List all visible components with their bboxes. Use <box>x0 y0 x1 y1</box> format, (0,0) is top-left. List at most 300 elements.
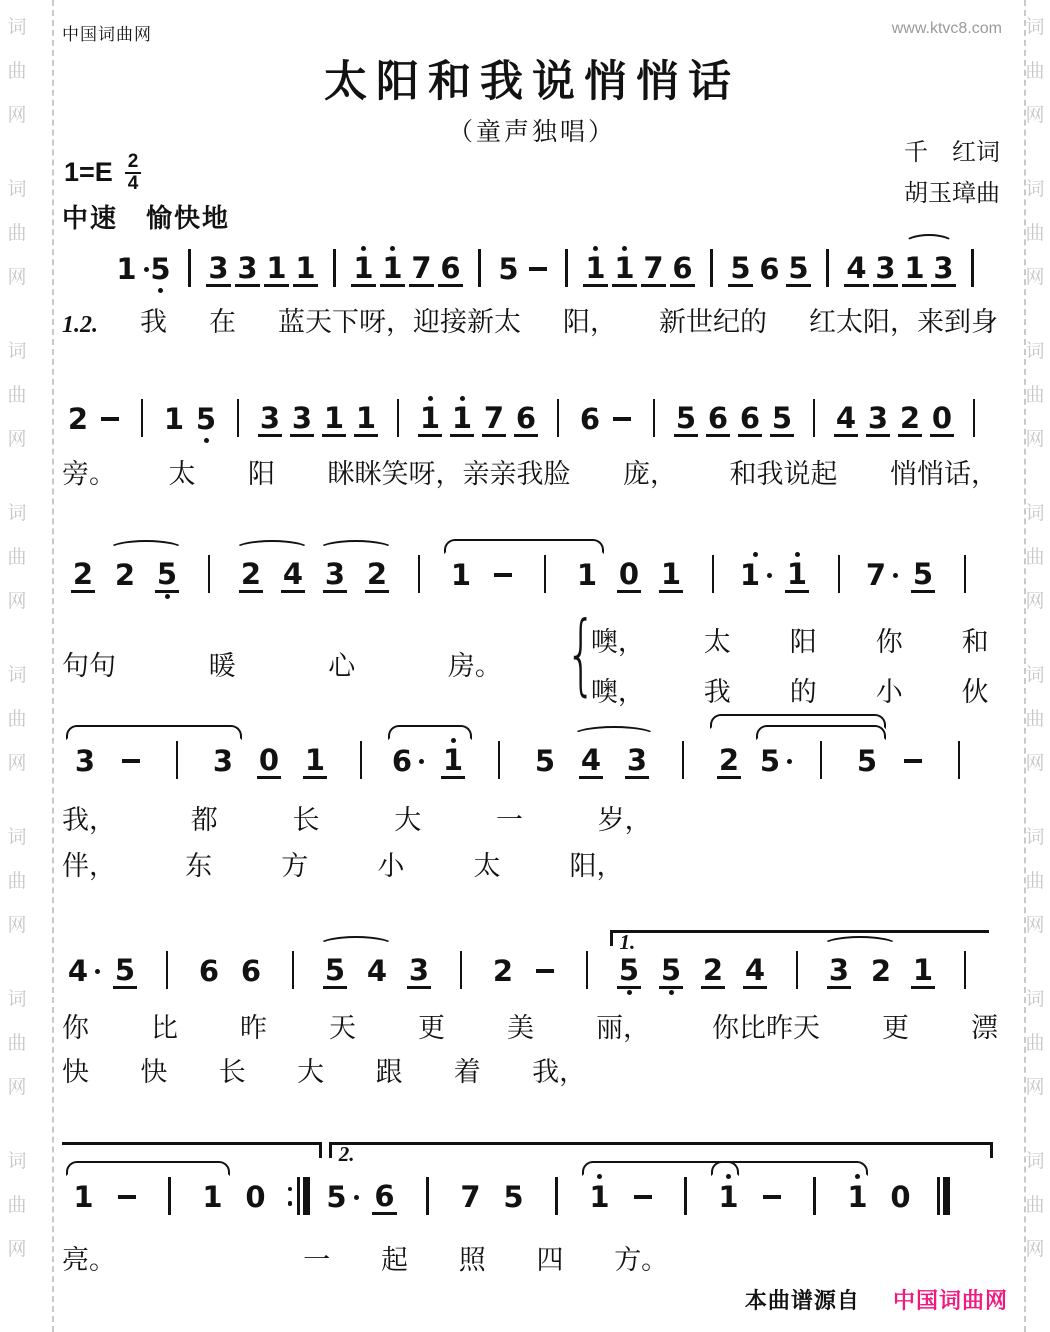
note: 1 <box>836 1172 879 1222</box>
note: 7 <box>411 250 432 285</box>
watermark-char: 词 <box>1025 17 1045 38</box>
watermark-char: 网 <box>7 753 27 774</box>
slur-arc <box>234 540 310 559</box>
watermark-char: 词 <box>7 503 27 524</box>
note: 1 <box>304 742 326 777</box>
note: 2 <box>492 954 514 988</box>
music-system-6 <box>62 1142 998 1277</box>
footer-site-name: 中国词曲网 <box>892 1288 1008 1313</box>
barline <box>566 946 608 989</box>
lyric-syllable: 的 <box>789 677 817 707</box>
note: 1 <box>295 250 316 285</box>
slur-arc <box>711 1161 868 1176</box>
lyric-syllable: 房。 <box>447 651 502 681</box>
watermark-char: 曲 <box>7 709 27 730</box>
music-system-2 <box>62 372 998 492</box>
note: 4 <box>744 952 766 987</box>
watermark-char: 词 <box>7 665 27 686</box>
watermark-char: 曲 <box>7 61 27 82</box>
octave-dot-above <box>361 246 366 251</box>
note: 2 <box>72 556 94 591</box>
notes-row <box>62 714 998 786</box>
slur-group <box>62 736 246 786</box>
slur-group <box>707 1172 836 1222</box>
note: 4 <box>62 946 104 996</box>
watermark-char: 网 <box>1025 753 1045 774</box>
lyric-syllable: 长 <box>218 1056 246 1087</box>
lyric-syllable: 太 <box>703 627 731 657</box>
barline <box>798 736 844 786</box>
octave-dot-above <box>460 396 465 401</box>
barline <box>154 736 200 786</box>
note: 2 <box>240 556 262 591</box>
key-label: 1=E <box>64 157 113 188</box>
note: 1 <box>904 250 925 285</box>
lyrics-row-verse2 <box>62 850 624 884</box>
note: 5 <box>730 250 751 285</box>
barline <box>126 394 158 437</box>
lyric-syllable: 新世纪的 <box>659 307 767 337</box>
augmentation-dot <box>893 573 898 578</box>
lyrics-row-verse2 <box>591 676 989 710</box>
note: 1 <box>734 550 776 600</box>
lyric-syllable: 心 <box>328 651 356 681</box>
barline <box>813 244 842 287</box>
note: 3 <box>291 400 313 435</box>
lyrics-region <box>62 1238 998 1277</box>
barline <box>338 736 384 779</box>
note: 0 <box>258 742 280 777</box>
lyric-syllable: 我， <box>62 805 116 835</box>
note: 1 <box>349 244 378 294</box>
time-signature-top: 2 <box>125 152 142 174</box>
repeat-barline <box>277 1172 320 1215</box>
lyrics-row-verse1 <box>591 626 989 660</box>
lyric-syllable: 亮。 <box>62 1245 116 1275</box>
note: 4 <box>835 400 857 435</box>
lyric-syllable: 阳 <box>248 459 275 489</box>
note: 3 <box>259 400 281 435</box>
note: 4 <box>282 556 304 591</box>
barline <box>535 1172 578 1215</box>
site-url: www.ktvc8.com <box>891 20 1002 37</box>
lyric-syllable: 阳， <box>563 307 617 337</box>
footer-attribution <box>745 1284 1008 1315</box>
barline <box>406 1172 449 1215</box>
lyrics-row <box>62 306 998 340</box>
barline <box>465 244 494 287</box>
octave-dot-below <box>204 438 209 443</box>
note: 1 <box>117 244 146 294</box>
note: 1 <box>660 556 682 591</box>
barline <box>798 394 830 437</box>
watermark-char: 词 <box>7 341 27 362</box>
right-dashed-border <box>1024 0 1026 1332</box>
note: 0 <box>618 556 640 591</box>
dash-extension <box>105 1172 148 1222</box>
lyric-syllable: 在 <box>209 307 236 337</box>
slur-group <box>752 736 890 786</box>
note: 6 <box>440 250 461 285</box>
barline <box>146 946 188 989</box>
octave-dot-below <box>669 990 674 995</box>
watermark-char: 网 <box>7 429 27 450</box>
note: 7 <box>643 250 664 285</box>
slur-group <box>384 736 476 786</box>
note: 5 <box>324 952 346 987</box>
octave-dot-above <box>428 396 433 401</box>
lyric-syllable: 太 <box>168 459 196 489</box>
lyrics-alternatives-brace: { <box>565 602 597 705</box>
watermark-char: 词 <box>7 17 27 38</box>
barline <box>382 394 414 437</box>
lyric-syllable: 眯眯笑呀，亲亲我脸 <box>327 459 571 489</box>
slur-arc <box>66 1161 230 1176</box>
watermark-char: 网 <box>1025 591 1045 612</box>
dash-extension <box>621 1172 664 1222</box>
lyric-syllable: 我 <box>703 677 731 707</box>
note: 5 <box>856 744 878 778</box>
slur-arc <box>108 540 184 559</box>
lyrics-row <box>303 1238 668 1277</box>
watermark-column-left <box>2 6 32 1272</box>
time-signature-bottom: 4 <box>127 172 139 194</box>
octave-dot-below <box>627 990 632 995</box>
watermark-char: 词 <box>1025 341 1045 362</box>
lyric-syllable: 你 <box>875 627 903 657</box>
lyric-syllable: 旁。 <box>62 459 116 489</box>
note: 3 <box>208 250 229 285</box>
note: 1 <box>266 250 287 285</box>
note: 7 <box>460 1180 481 1214</box>
note: 2 <box>114 558 136 592</box>
lyric-syllable: 比 <box>151 1013 178 1043</box>
lyric-syllable: 红太阳，来到身 <box>809 307 998 337</box>
watermark-char: 词 <box>7 1151 27 1172</box>
note: 1 <box>73 1180 94 1214</box>
slur-group <box>578 1172 707 1222</box>
dash-extension <box>606 394 638 444</box>
watermark-char: 网 <box>1025 429 1045 450</box>
note: 6 <box>739 400 761 435</box>
lyric-syllable: 方 <box>281 850 309 881</box>
lyric-syllable: 和 <box>961 627 989 657</box>
note: 1 <box>430 736 476 786</box>
lyric-syllable: 蓝天下呀，迎接新太 <box>278 307 521 337</box>
lyric-syllable: 方。 <box>614 1245 669 1275</box>
note: 3 <box>324 556 346 591</box>
note: 3 <box>867 400 889 435</box>
lyric-syllable: 天 <box>329 1013 356 1043</box>
note: 3 <box>875 250 896 285</box>
watermark-char: 词 <box>1025 179 1045 200</box>
note: 1 <box>578 1172 621 1222</box>
barline <box>542 394 574 437</box>
lyrics-row <box>62 458 998 492</box>
watermark-char: 网 <box>7 105 27 126</box>
watermark-char: 曲 <box>1025 1033 1045 1054</box>
note: 5 <box>608 946 650 996</box>
lyric-syllable: 太 <box>473 850 501 881</box>
note: 3 <box>933 250 954 285</box>
note: 5 <box>146 550 188 600</box>
volta-2-label: 2. <box>338 1142 355 1166</box>
note: 0 <box>245 1180 266 1214</box>
watermark-char: 网 <box>7 591 27 612</box>
octave-dot-above <box>390 246 395 251</box>
barline <box>818 550 860 593</box>
watermark-char: 词 <box>1025 665 1045 686</box>
lyric-syllable: 庞， <box>623 459 677 489</box>
watermark-char: 曲 <box>7 871 27 892</box>
watermark-char: 词 <box>1025 827 1045 848</box>
lyric-syllable: 起 <box>380 1245 408 1275</box>
octave-dot-below <box>165 594 170 599</box>
barline <box>692 550 734 593</box>
lyric-syllable: 句句 <box>62 651 116 681</box>
note: 4 <box>366 954 388 988</box>
lyric-syllable: 一 <box>495 805 523 835</box>
watermark-char: 网 <box>7 267 27 288</box>
slur-arc <box>318 936 394 955</box>
barline <box>272 946 314 989</box>
note: 5 <box>498 252 519 286</box>
watermark-char: 词 <box>7 989 27 1010</box>
lyric-syllable: 丽， <box>596 1013 650 1043</box>
slur-group <box>230 550 314 600</box>
dash-extension <box>482 550 524 600</box>
note: 6 <box>515 400 537 435</box>
note: 1 <box>912 952 934 987</box>
note: 6 <box>384 736 430 786</box>
note: 1 <box>450 558 472 592</box>
song-title: 太阳和我说悄悄话 <box>324 58 740 106</box>
lyric-syllable: 阳 <box>789 627 817 657</box>
left-dashed-border <box>52 0 54 1332</box>
note: 2 <box>366 556 388 591</box>
barline <box>440 946 482 989</box>
watermark-char: 曲 <box>1025 871 1045 892</box>
note: 1 <box>378 244 407 294</box>
footer-prefix: 本曲谱源自 <box>744 1288 860 1313</box>
volta-1-label: 1. <box>619 930 636 954</box>
note: 7 <box>483 400 505 435</box>
barline <box>398 550 440 593</box>
dash-extension <box>523 244 552 294</box>
lyric-syllable: 我， <box>532 1056 587 1087</box>
note: 1 <box>576 558 598 592</box>
dash-extension <box>94 394 126 444</box>
barline <box>524 550 566 600</box>
note: 5 <box>190 394 222 444</box>
lyric-syllable: 小 <box>377 850 405 881</box>
watermark-char: 曲 <box>7 1195 27 1216</box>
music-system-4 <box>62 714 998 884</box>
lyric-syllable: 阳， <box>569 850 624 881</box>
slur-arc <box>904 234 954 253</box>
note: 5 <box>114 952 136 987</box>
music-system-1 <box>62 222 998 340</box>
note: 3 <box>212 744 234 778</box>
note: 4 <box>846 250 867 285</box>
note: 6 <box>198 954 220 988</box>
lyric-syllable: 大 <box>297 1056 325 1087</box>
music-system-3 <box>62 528 998 730</box>
watermark-char: 词 <box>7 827 27 848</box>
watermark-char: 词 <box>1025 989 1045 1010</box>
watermark-char: 网 <box>1025 105 1045 126</box>
lyric-syllable: 一 <box>303 1245 331 1275</box>
note: 0 <box>931 400 953 435</box>
slur-arc <box>318 540 394 559</box>
note: 5 <box>912 556 934 591</box>
lyric-syllable: 大 <box>394 805 422 835</box>
note: 6 <box>579 402 601 436</box>
lyricist-credit: 千 红词 <box>904 139 1000 166</box>
lyric-syllable: 小 <box>875 677 903 707</box>
watermark-char: 曲 <box>1025 61 1045 82</box>
note: 1 <box>323 400 345 435</box>
notes-row <box>62 924 998 996</box>
lyric-syllable: 照 <box>458 1245 486 1275</box>
lyric-syllable: 你 <box>62 1013 89 1043</box>
note: 2 <box>67 402 89 436</box>
note: 5 <box>675 400 697 435</box>
barline <box>664 1172 707 1222</box>
note: 2 <box>870 954 892 988</box>
watermark-char: 网 <box>1025 267 1045 288</box>
lyric-syllable: 着 <box>453 1056 481 1087</box>
slur-group <box>706 736 890 786</box>
lyric-syllable: 伴， <box>62 850 116 881</box>
note: 5 <box>752 736 798 786</box>
slur-arc <box>756 725 886 740</box>
lyric-syllable: 东 <box>185 850 213 881</box>
note: 2 <box>718 742 740 777</box>
watermark-char: 词 <box>1025 1151 1045 1172</box>
lyric-syllable: 快 <box>62 1056 89 1087</box>
dash-extension <box>108 736 154 786</box>
tempo-marking: 中速 愉快地 <box>62 203 231 233</box>
note: 1 <box>414 394 446 444</box>
barline <box>188 550 230 593</box>
barline <box>944 550 986 593</box>
composer-credit: 胡玉璋曲 <box>904 180 1000 207</box>
note: 1 <box>202 1180 223 1214</box>
barline <box>476 736 522 779</box>
note: 6 <box>707 400 729 435</box>
watermark-char: 词 <box>7 179 27 200</box>
dash-extension <box>750 1172 793 1222</box>
watermark-char: 曲 <box>1025 547 1045 568</box>
barline <box>944 946 986 989</box>
performance-note: （童声独唱） <box>447 118 616 146</box>
dash-extension <box>524 946 566 996</box>
dash-extension <box>890 736 936 786</box>
slur-group <box>314 946 398 996</box>
watermark-char: 网 <box>7 1239 27 1260</box>
lyric-syllable: 噢， <box>590 677 645 707</box>
key-signature <box>64 152 141 194</box>
note: 4 <box>580 742 602 777</box>
credits-block <box>904 132 1000 214</box>
watermark-char: 曲 <box>7 1033 27 1054</box>
note: 1 <box>610 244 639 294</box>
watermark-char: 曲 <box>7 547 27 568</box>
note: 5 <box>771 400 793 435</box>
watermark-char: 曲 <box>1025 385 1045 406</box>
octave-dot-above <box>753 552 758 557</box>
slur-group <box>568 736 660 786</box>
barline <box>320 244 349 287</box>
lyric-syllable: 更 <box>418 1013 445 1043</box>
note: 1 <box>707 1172 750 1222</box>
lyric-syllable: 暖 <box>208 651 236 681</box>
note: 2 <box>899 400 921 435</box>
note: 2 <box>702 952 724 987</box>
augmentation-dot <box>95 969 100 974</box>
barline <box>958 244 987 287</box>
barline <box>793 1172 836 1222</box>
notes-row <box>62 1150 998 1222</box>
lyrics-row-verse1 <box>62 804 652 838</box>
slur-group <box>104 550 188 600</box>
watermark-char: 词 <box>1025 503 1045 524</box>
note: 6 <box>672 250 693 285</box>
final-barline <box>922 1172 965 1215</box>
note: 0 <box>890 1180 911 1214</box>
lyric-syllable: 悄悄话， <box>890 459 998 489</box>
slur-group <box>62 1172 234 1222</box>
notes-row <box>62 528 998 600</box>
lyric-syllable: 伙 <box>961 677 989 707</box>
watermark-char: 曲 <box>1025 1195 1045 1216</box>
note: 5 <box>320 1172 363 1222</box>
slur-group <box>818 946 902 996</box>
barline <box>776 946 818 989</box>
slur-group <box>900 244 958 294</box>
lyrics-row <box>62 650 502 684</box>
watermark-char: 网 <box>7 915 27 936</box>
note: 3 <box>626 742 648 777</box>
slur-arc <box>388 725 472 740</box>
notes-row <box>117 222 998 294</box>
watermark-char: 曲 <box>7 223 27 244</box>
time-signature <box>125 152 142 194</box>
barline <box>638 394 670 437</box>
lyric-syllable: 跟 <box>375 1056 403 1087</box>
notes-row <box>62 372 998 444</box>
barline <box>222 394 254 437</box>
note: 1 <box>163 402 185 436</box>
note: 1 <box>446 394 478 444</box>
barline <box>660 736 706 779</box>
verse-label: 1.2. <box>62 311 98 338</box>
note: 5 <box>534 744 556 778</box>
watermark-char: 网 <box>1025 1239 1045 1260</box>
watermark-char: 网 <box>1025 915 1045 936</box>
augmentation-dot <box>787 759 792 764</box>
octave-dot-above <box>593 246 598 251</box>
note: 6 <box>759 252 780 286</box>
barline <box>552 244 581 287</box>
note: 3 <box>408 952 430 987</box>
lyric-syllable: 都 <box>190 805 218 835</box>
octave-dot-above <box>795 552 800 557</box>
barline <box>175 244 204 287</box>
lyrics-row-verse2 <box>62 1056 586 1090</box>
note: 6 <box>374 1178 395 1213</box>
